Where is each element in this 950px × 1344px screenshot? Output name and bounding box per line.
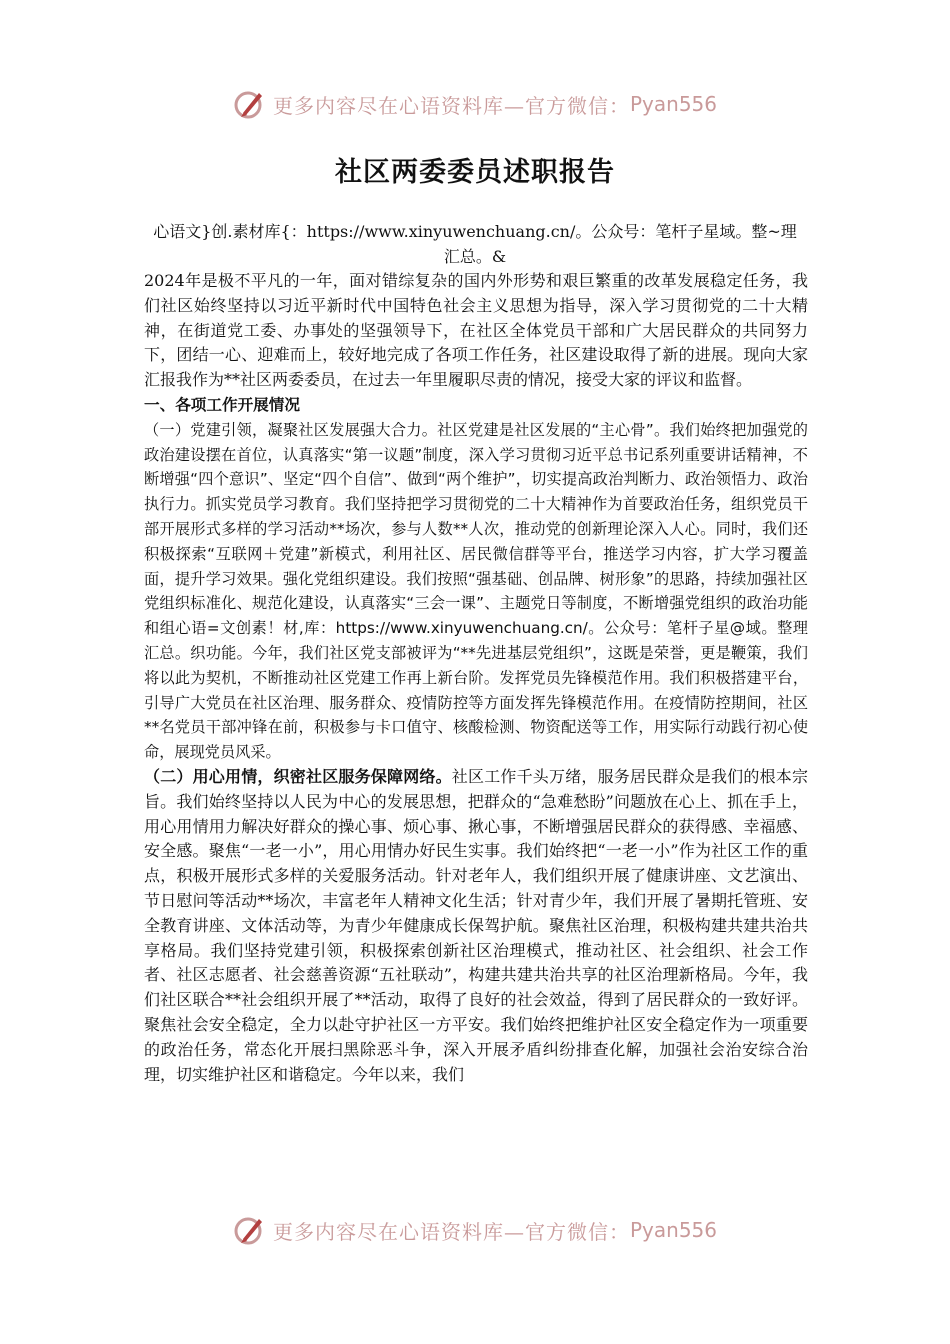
document-body [144, 269, 808, 1087]
intro-paragraph: 2024年是极不平凡的一年，面对错综复杂的国内外形势和艰巨繁重的改革发展稳定任务，我们社区始终坚持以习近平新时代中国特色社会主义思想为指导，深入学习贯彻党的二十大精神，在街道党工委、办事处的坚强领导下，在社区全体党员干部和广大居民群众的共同努力下，团结一心、迎难而上，较好地完成了各项工作任务，社区建设取得了新的进展。现向大家汇报我作为**社区两委委员，在过去一年里履职尽责的情况，接受大家的评议和监督。 [144, 271, 808, 390]
watermark-banner-bottom [0, 1210, 950, 1250]
paragraph-lead: （二）用心用情，织密社区服务保障网络。 [144, 766, 452, 786]
watermark-wechat: Pyan556 [629, 92, 717, 116]
watermark-banner-top [0, 84, 950, 124]
paragraph-party-building: （一）党建引领，凝聚社区发展强大合力。社区党建是社区发展的“主心骨”。我们始终把加强党的政治建设摆在首位，认真落实“第一议题”制度，深入学习贯彻习近平总书记系列重要讲话精神，不断增强“四个意识”、坚定“四个自信”、做到“两个维护”，切实提高政治判断力、政治领悟力、政治执行力。抓实党员学习教育。我们坚持把学习贯彻党的二十大精神作为首要政治任务，组织党员干部开展形式多样的学习活动**场次，参与人数**人次，推动党的创新理论深入人心。同时，我们还积极探索“互联网＋党建”新模式，利用社区、居民微信群等平台，推送学习内容，扩大学习覆盖面，提升学习效果。强化党组织建设。我们按照“强基础、创品牌、树形象”的思路，持续加强社区党组织标准化、规范化建设，认真落实“三会一课”、主题党日等制度，不断增强党组织的政治功能和组心语=文创素！材,库：https://www.xinyuwenchuang.cn/。公众号：笔杆子星@域。整理汇总。织功能。今年，我们社区党支部被评为“**先进基层党组织”，这既是荣誉，更是鞭策，我们将以此为契机，不断推动社区党建工作再上新台阶。发挥党员先锋模范作用。我们积极搭建平台，引导广大党员在社区治理、服务群众、疫情防控等方面发挥先锋模范作用。在疫情防控期间，社区**名党员干部冲锋在前，积极参与卡口值守、核酸检测、物资配送等工作，用实际行动践行初心使命，展现党员风采。 [144, 420, 808, 762]
section-heading: 一、各项工作开展情况 [144, 395, 300, 414]
source-note: 心语文}创.素材库{：https://www.xinyuwenchuang.cn/。公众号：笔杆子星域。整~理汇总。& [153, 222, 797, 266]
brush-pen-logo-icon [233, 87, 267, 121]
page-title: 社区两委委员述职报告 [335, 157, 615, 188]
paragraph-community-service [144, 765, 808, 1087]
watermark-text: 更多内容尽在心语资料库—官方微信： [272, 93, 630, 118]
brush-pen-logo-icon [233, 1213, 267, 1247]
watermark-text: 更多内容尽在心语资料库—官方微信： [272, 1219, 630, 1244]
paragraph-body: 社区工作千头万绪，服务居民群众是我们的根本宗旨。我们始终坚持以人民为中心的发展思想，把群众的“急难愁盼”问题放在心上、抓在手上，用心用情用力解决好群众的操心事、烦心事、揪心事，不断增强居民群众的获得感、幸福感、安全感。聚焦“一老一小”，用心用情办好民生实事。我们始终把“一老一小”作为社区工作的重点，积极开展形式多样的关爱服务活动。针对老年人，我们组织开展了健康讲座、文艺演出、节日慰问等活动**场次，丰富老年人精神文化生活；针对青少年，我们开展了暑期托管班、安全教育讲座、文体活动等，为青少年健康成长保驾护航。聚焦社区治理，积极构建共建共治共享格局。我们坚持党建引领，积极探索创新社区治理模式，推动社区、社会组织、社会工作者、社区志愿者、社会慈善资源“五社联动”，构建共建共治共享的社区治理新格局。今年，我们社区联合**社会组织开展了**活动，取得了良好的社会效益，得到了居民群众的一致好评。聚焦社会安全稳定，全力以赴守护社区一方平安。我们始终把维护社区安全稳定作为一项重要的政治任务，常态化开展扫黑除恶斗争，深入开展矛盾纠纷排查化解，加强社会治安综合治理，切实维护社区和谐稳定。今年以来，我们 [144, 766, 808, 1084]
watermark-wechat: Pyan556 [629, 1218, 717, 1242]
